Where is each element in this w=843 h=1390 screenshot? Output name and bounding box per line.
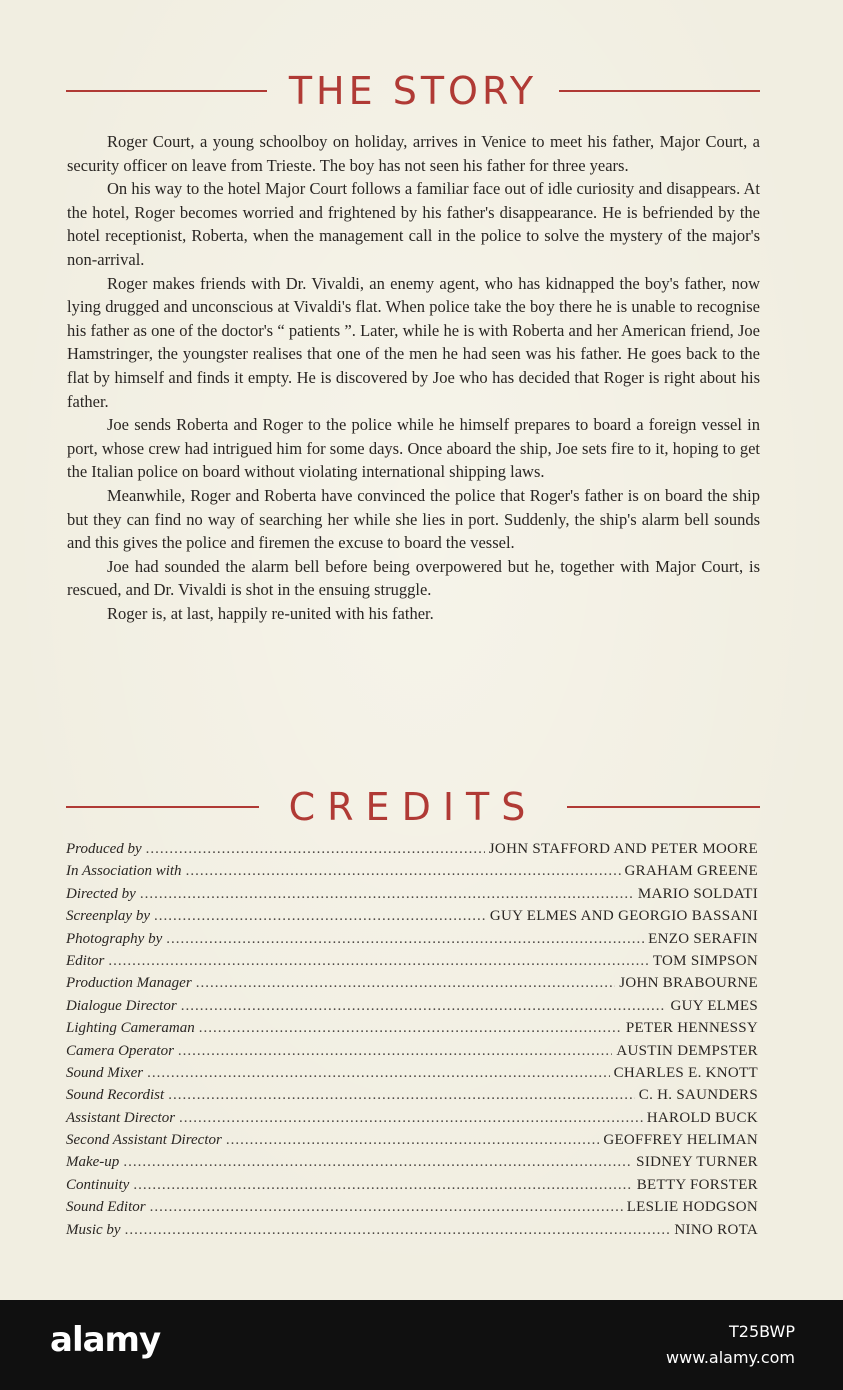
credit-row (66, 886, 758, 908)
story-paragraph: Joe had sounded the alarm bell before being overpowered but he, together with Major Court, is rescued, and Dr. Vivaldi is shot in the ensuing struggle. (67, 556, 760, 600)
story-text (67, 130, 760, 625)
credit-row (66, 1087, 758, 1109)
dot-leader (150, 1199, 623, 1216)
credit-name: TOM SIMPSON (652, 952, 758, 969)
dot-leader (179, 1110, 643, 1127)
credit-role: Dialogue Director (66, 997, 177, 1014)
dot-leader (125, 1222, 671, 1239)
credit-row (66, 1020, 758, 1042)
dot-leader (154, 908, 486, 925)
story-paragraph: Roger is, at last, happily re-united with his father. (107, 603, 434, 623)
watermark-footer (0, 1300, 843, 1390)
credit-row (66, 998, 758, 1020)
heading-rule-right (567, 806, 760, 808)
credit-role: Continuity (66, 1176, 130, 1193)
credits-heading (66, 782, 760, 832)
dot-leader (178, 1043, 612, 1060)
credit-row (66, 863, 758, 885)
credit-name: ENZO SERAFIN (648, 930, 758, 947)
credit-role: Produced by (66, 841, 142, 857)
credit-row (66, 1199, 758, 1221)
heading-rule-left (66, 806, 259, 808)
credit-row (66, 931, 758, 953)
credit-name: GRAHAM GREENE (624, 863, 758, 880)
credit-row (66, 1132, 758, 1154)
credit-name: HAROLD BUCK (646, 1109, 758, 1126)
credit-name: PETER HENNESSY (625, 1020, 758, 1037)
dot-leader (168, 1087, 635, 1104)
credits-list (66, 841, 758, 1244)
credit-role: Make-up (66, 1154, 120, 1171)
alamy-logo: alamy (50, 1320, 161, 1360)
credit-name: SIDNEY TURNER (636, 1154, 758, 1171)
dot-leader (226, 1132, 600, 1149)
credit-role: Sound Recordist (66, 1087, 165, 1104)
story-heading (66, 66, 760, 116)
credit-name: NINO ROTA (674, 1221, 758, 1238)
credit-row (66, 1065, 758, 1087)
story-paragraph: On his way to the hotel Major Court follows a familiar face out of idle curiosity and disappears. At the hotel, Roger becomes worried and frightened by his father's disappearance. He is befriended by the hotel receptionist, Roberta, when the management call in the police to solve the mystery of the major's non-arrival. (67, 179, 760, 269)
credit-row (66, 953, 758, 975)
dot-leader (147, 1065, 610, 1082)
dot-leader (140, 886, 634, 903)
credits-title: CREDITS (288, 785, 538, 829)
credit-role: Screenplay by (66, 908, 150, 925)
credit-row (66, 1222, 758, 1244)
story-paragraph: Roger Court, a young schoolboy on holiday, arrives in Venice to meet his father, Major Court, a security officer on leave from Trieste. The boy has not seen his father for three years. (67, 132, 760, 175)
credit-role: In Association with (66, 863, 182, 880)
credit-role: Second Assistant Director (66, 1132, 222, 1149)
heading-rule-right (559, 90, 760, 92)
credit-row (66, 841, 758, 863)
credit-name: BETTY FORSTER (636, 1176, 758, 1193)
story-paragraph: Roger makes friends with Dr. Vivaldi, an enemy agent, who has kidnapped the boy's father, now lying drugged and unconscious at Vivaldi's flat. When police take the boy there he is unable to recognise his father as one of the doctor's “ patients ”. Later, while he is with Roberta and her American friend, Joe Hamstringer, the youngster realises that one of the men he had seen was his father. He goes back to the flat by himself and finds it empty. He is discovered by Joe who has decided that Roger is right about his father. (67, 273, 760, 411)
credit-name: AUSTIN DEMPSTER (616, 1042, 758, 1059)
site-url: www.alamy.com (666, 1348, 795, 1367)
dot-leader (108, 953, 649, 970)
credit-name: JOHN STAFFORD AND PETER MOORE (488, 841, 758, 857)
credit-role: Directed by (66, 885, 136, 902)
dot-leader (196, 975, 616, 992)
story-paragraph: Meanwhile, Roger and Roberta have convinced the police that Roger's father is on board the ship but they can find no way of searching her while she lies in port. Suddenly, the ship's alarm bell sounds and this gives the police and firemen the excuse to board the vessel. (67, 485, 760, 553)
credit-name: C. H. SAUNDERS (638, 1087, 758, 1104)
credit-role: Lighting Cameraman (66, 1020, 195, 1037)
dot-leader (199, 1020, 622, 1037)
dot-leader (181, 998, 667, 1015)
credit-role: Music by (66, 1221, 121, 1238)
credit-row (66, 1154, 758, 1176)
credit-row (66, 908, 758, 930)
credit-role: Photography by (66, 930, 163, 947)
credit-role: Camera Operator (66, 1042, 174, 1059)
heading-rule-left (66, 90, 267, 92)
credit-role: Sound Mixer (66, 1064, 144, 1081)
story-title: THE STORY (288, 69, 538, 113)
dot-leader (186, 863, 621, 880)
dot-leader (133, 1177, 632, 1194)
credit-row (66, 975, 758, 997)
dot-leader (166, 931, 644, 948)
credit-role: Assistant Director (66, 1109, 176, 1126)
credit-name: JOHN BRABOURNE (619, 975, 758, 992)
credit-role: Production Manager (66, 975, 192, 992)
image-id: T25BWP (728, 1322, 795, 1341)
credit-row (66, 1177, 758, 1199)
credit-name: CHARLES E. KNOTT (613, 1064, 758, 1081)
credit-name: LESLIE HODGSON (626, 1199, 758, 1216)
credit-name: MARIO SOLDATI (637, 885, 758, 902)
dot-leader (123, 1154, 632, 1171)
credit-role: Editor (66, 952, 105, 969)
credit-row (66, 1110, 758, 1132)
story-paragraph: Joe sends Roberta and Roger to the police while he himself prepares to board a foreign vessel in port, whose crew had intrigued him for some days. Once aboard the ship, Joe sets fire to it, hoping to get the Italian police on board without violating international shipping laws. (67, 415, 760, 482)
credit-name: GUY ELMES AND GEORGIO BASSANI (489, 908, 758, 925)
credit-name: GEOFFREY HELIMAN (603, 1132, 758, 1149)
credit-row (66, 1043, 758, 1065)
credit-name: GUY ELMES (670, 997, 758, 1014)
dot-leader (146, 841, 485, 858)
credit-role: Sound Editor (66, 1199, 146, 1216)
